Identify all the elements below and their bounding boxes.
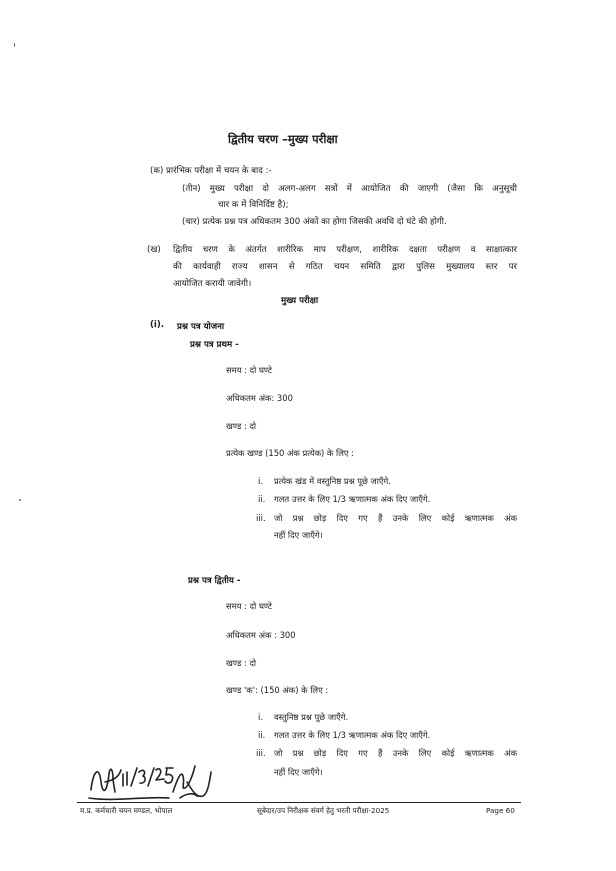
paper2-sections: खण्ड : दो xyxy=(226,658,257,668)
paper1-point-num: i. xyxy=(258,476,263,486)
scan-speck xyxy=(14,43,15,47)
paper2-heading: प्रश्न पत्र द्वितीय - xyxy=(188,576,241,586)
section-kha-marker: (ख) xyxy=(147,245,161,255)
section-ka-label: (क) प्रारंभिक परीक्षा में चयन के बाद :- xyxy=(150,166,272,176)
section-ka-item3-line2: चार क में विनिर्दिष्ट है); xyxy=(218,200,289,210)
paper1-point-text-cont: नहीं दिए जाएँगे। xyxy=(274,530,323,540)
paper2-point-text-cont: नहीं दिए जाएँगे। xyxy=(274,767,323,777)
paper1-point-text: प्रत्येक खंड में वस्तुनिष्ठ प्रश्न पूछे जाएँगे. xyxy=(274,476,391,486)
paper2-point-num: iii. xyxy=(256,748,266,758)
paper2-section-ka: खण्ड 'क': (150 अंक) के लिए : xyxy=(226,685,329,695)
paper2-point-text: वस्तुनिष्ठ प्रश्न पूछे जाएँगे. xyxy=(274,712,349,722)
section-kha-line3: आयोजित करायी जावेगी। xyxy=(173,279,252,289)
paper2-point-num: i. xyxy=(258,712,263,722)
page-title: द्वितीय चरण –मुख्य परीक्षा xyxy=(228,132,338,146)
paper1-point-text: गलत उत्तर के लिए 1/3 ऋणात्मक अंक दिए जाएँगे. xyxy=(274,494,431,504)
paper2-point-num: ii. xyxy=(258,730,266,740)
paper1-heading: प्रश्न पत्र प्रथम - xyxy=(190,340,239,350)
scan-speck xyxy=(19,499,21,501)
scheme-number: (i). xyxy=(150,320,165,330)
paper1-each-section: प्रत्येक खण्ड (150 अंक प्रत्येक) के लिए : xyxy=(226,448,354,458)
paper2-time: समय : दो घण्टे xyxy=(226,601,273,611)
paper2-max-marks: अधिकतम अंक : 300 xyxy=(226,630,296,640)
section-ka-item3-line1: (तीन) मुख्य परीक्षा दो अलग-अलग सत्रों में आयोजित की जाएगी (जैसा कि अनुसूची xyxy=(182,184,517,194)
footer-center: सूबेदार/उप निरीक्षक संवर्ग हेतु भरती परीक्षा-2025 xyxy=(257,806,390,815)
paper2-point-text: गलत उत्तर के लिए 1/3 ऋणात्मक अंक दिए जाएँगे. xyxy=(274,730,431,740)
footer-left: म.प्र. कर्मचारी चयन मण्डल, भोपाल xyxy=(80,806,173,815)
scheme-heading: प्रश्न पत्र योजना xyxy=(177,322,225,332)
paper1-max-marks: अधिकतम अंक: 300 xyxy=(226,393,293,403)
handwritten-signature xyxy=(85,752,215,812)
section-kha-line2: की कार्यवाही राज्य शासन से गठित चयन समिति द्वारा पुलिस मुख्यालय स्तर पर xyxy=(173,262,517,272)
section-kha-line1: द्वितीय चरण के अंतर्गत शारीरिक माप परीक्षण, शारीरिक दक्षता परीक्षण व साक्षात्कार xyxy=(173,245,517,255)
paper1-time: समय : दो घण्टे xyxy=(226,365,273,375)
footer-divider xyxy=(77,802,521,803)
paper1-point-text: जो प्रश्न छोड़ दिए गए हैं उनके लिए कोई ऋणात्मक अंक xyxy=(274,513,517,523)
paper1-sections: खण्ड : दो xyxy=(226,421,257,431)
footer-page-number: Page 60 xyxy=(486,806,515,815)
paper1-point-num: iii. xyxy=(256,513,266,523)
paper2-point-text: जो प्रश्न छोड़ दिए गए हैं उनके लिए कोई ऋणात्मक अंक xyxy=(274,748,517,758)
section-ka-item4: (चार) प्रत्येक प्रश्न पत्र अधिकतम 300 अंकों का होगा जिसकी अवधि दो घंटे की होगी. xyxy=(182,217,447,227)
main-exam-subheading: मुख्य परीक्षा xyxy=(281,296,319,306)
paper1-point-num: ii. xyxy=(258,494,266,504)
